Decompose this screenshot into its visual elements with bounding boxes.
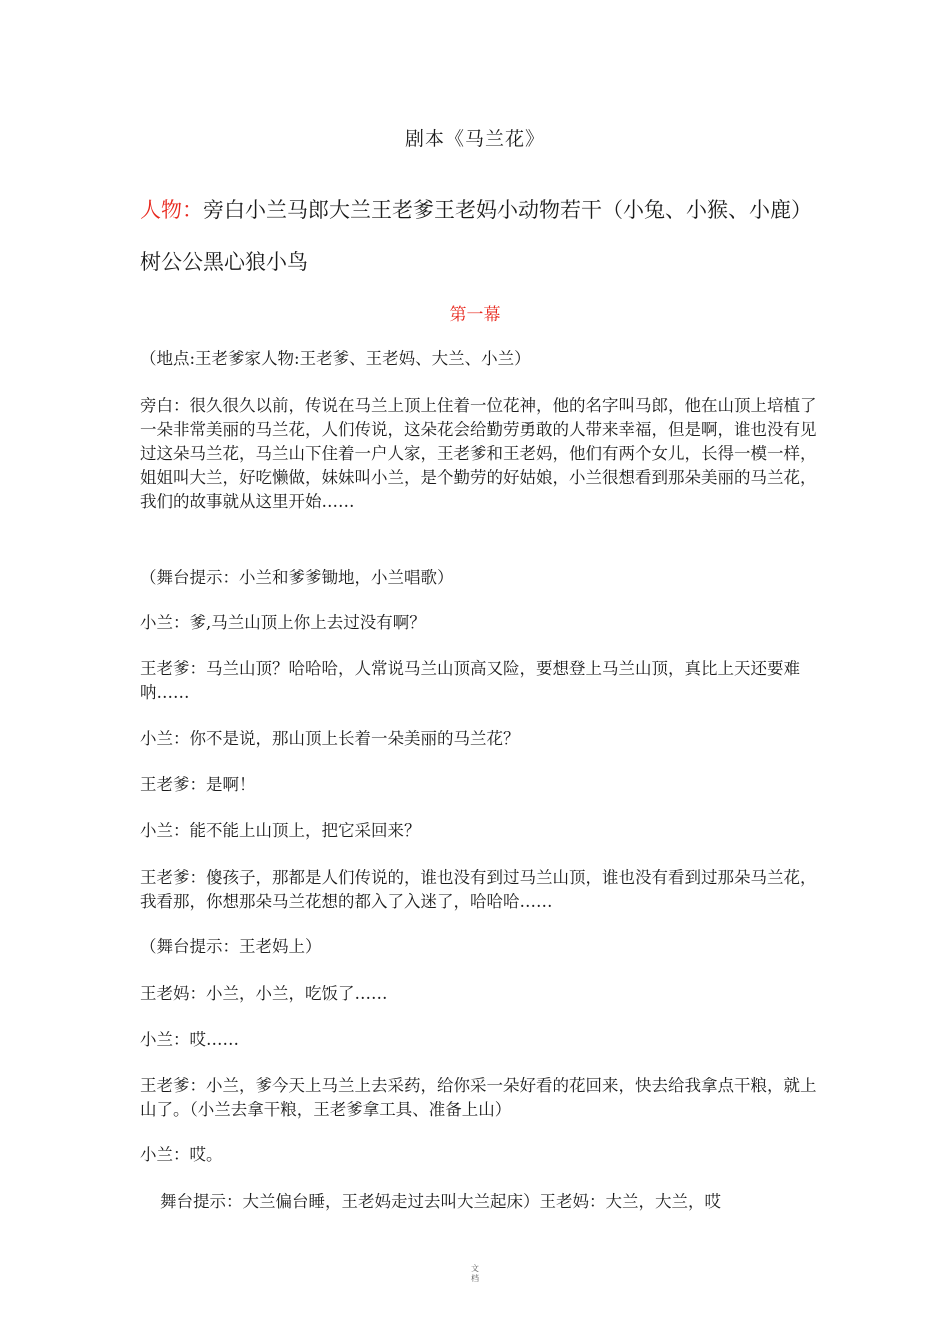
paragraph-dialogue: 王老爹：是啊！ bbox=[140, 775, 256, 794]
paragraph-dialogue: 王老妈：小兰，小兰，吃饭了…… bbox=[140, 984, 388, 1003]
paragraph-stage-direction: 舞台提示：大兰偏台睡，王老妈走过去叫大兰起床）王老妈：大兰，大兰，哎 bbox=[160, 1192, 721, 1211]
act-heading: 第一幕 bbox=[449, 305, 501, 325]
characters-list bbox=[140, 184, 820, 288]
paragraph-dialogue: 王老爹：马兰山顶？哈哈哈，人常说马兰山顶高又险，要想登上马兰山顶，真比上天还要难呐…… bbox=[140, 659, 800, 702]
paragraph-dialogue: 小兰：爹,马兰山顶上你上去过没有啊？ bbox=[140, 613, 426, 632]
characters-text: 旁白小兰马郎大兰王老爹王老妈小动物若干（小兔、小猴、小鹿）树公公黑心狼小鸟 bbox=[140, 198, 812, 274]
paragraph-dialogue: 王老爹：傻孩子，那都是人们传说的，谁也没有到过马兰山顶，谁也没有看到过那朵马兰花，我看那，你想那朵马兰花想的都入了入迷了，哈哈哈…… bbox=[140, 868, 817, 911]
paragraph-setting: （地点:王老爹家人物:王老爹、王老妈、大兰、小兰） bbox=[140, 349, 531, 368]
paragraph-dialogue: 小兰：哎…… bbox=[140, 1030, 239, 1049]
paragraph-dialogue: 王老爹：小兰，爹今天上马兰上去采药，给你采一朵好看的花回来，快去给我拿点干粮，就上山了。（小兰去拿干粮，王老爹拿工具、准备上山） bbox=[140, 1076, 817, 1119]
footer-char: 文 bbox=[471, 1264, 479, 1273]
paragraph-stage-direction: （舞台提示：小兰和爹爹锄地，小兰唱歌） bbox=[140, 568, 454, 587]
paragraph-narration: 旁白：很久很久以前，传说在马兰上顶上住着一位花神，他的名字叫马郎，他在山顶上培植了一朵非常美丽的马兰花，人们传说，这朵花会给勤劳勇敢的人带来幸福，但是啊，谁也没有见过这朵马兰花，马兰山下住着一户人家，王老爹和王老妈，他们有两个女儿，长得一模一样，姐姐叫大兰，好吃懒做，妹妹叫小兰，是个勤劳的好姑娘，小兰很想看到那朵美丽的马兰花，我们的故事就从这里开始…… bbox=[140, 396, 817, 511]
characters-label: 人物： bbox=[140, 198, 203, 222]
paragraph-dialogue: 小兰：你不是说，那山顶上长着一朵美丽的马兰花？ bbox=[140, 729, 520, 748]
document-title: 剧本《马兰花》 bbox=[404, 128, 545, 150]
footer-char: 档 bbox=[471, 1274, 479, 1283]
page-footer bbox=[0, 1264, 950, 1284]
paragraph-stage-direction: （舞台提示：王老妈上） bbox=[140, 937, 322, 956]
paragraph-dialogue: 小兰：哎。 bbox=[140, 1145, 223, 1164]
paragraph-dialogue: 小兰：能不能上山顶上，把它采回来？ bbox=[140, 821, 421, 840]
